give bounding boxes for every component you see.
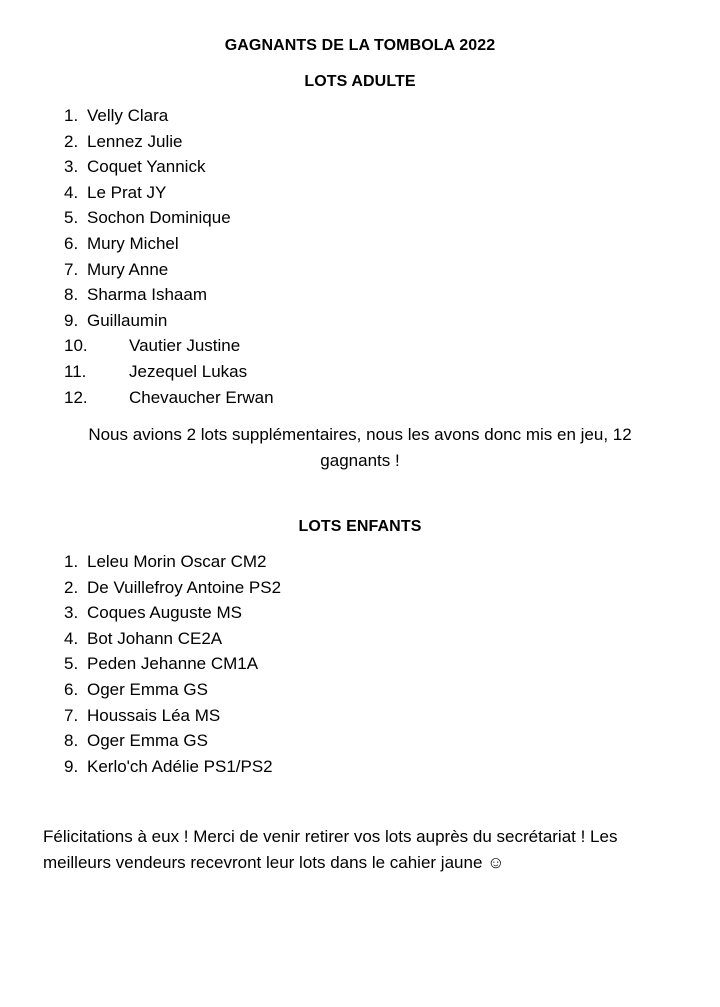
section-heading-adult: LOTS ADULTE (304, 73, 416, 90)
list-item (0, 677, 720, 703)
list-item (0, 626, 720, 652)
list-item (0, 129, 720, 155)
item-number: 9. (64, 756, 79, 776)
winner-name: Guillaumin (87, 310, 168, 330)
page-title: GAGNANTS DE LA TOMBOLA 2022 (224, 37, 496, 54)
winner-name: Kerlo'ch Adélie PS1/PS2 (87, 756, 273, 776)
list-item (0, 754, 720, 780)
list-item (0, 154, 720, 180)
winner-name: Mury Anne (87, 259, 169, 279)
kids-winners-list (0, 549, 720, 779)
list-item (0, 651, 720, 677)
list-item (0, 549, 720, 575)
list-item (0, 600, 720, 626)
list-item (0, 333, 720, 359)
list-item (0, 575, 720, 601)
list-item (0, 385, 720, 411)
item-number: 11. (64, 361, 87, 381)
winner-name: Bot Johann CE2A (87, 628, 223, 648)
winner-name: Leleu Morin Oscar CM2 (87, 552, 267, 571)
winner-name: Houssais Léa MS (87, 705, 221, 725)
winner-name: De Vuillefroy Antoine PS2 (87, 577, 282, 597)
item-number: 4. (64, 182, 79, 202)
winner-name: Oger Emma GS (87, 731, 208, 751)
winner-name: Coques Auguste MS (87, 603, 242, 623)
item-number: 4. (64, 628, 79, 648)
list-item (0, 703, 720, 729)
list-item (0, 257, 720, 283)
list-item (0, 180, 720, 206)
winner-name: Mury Michel (87, 233, 179, 253)
extra-prizes-note: Nous avions 2 lots supplémentaires, nous les avons donc mis en jeu, 12 gagnants ! (88, 425, 632, 470)
winner-name: Lennez Julie (87, 131, 183, 151)
item-number: 1. (64, 106, 79, 125)
item-number: 7. (64, 259, 79, 279)
congratulations-text: Félicitations à eux ! Merci de venir retirer vos lots auprès du secrétariat ! Les meilleurs vendeurs recevront leur lots dans le cahier jaune ☺ (43, 827, 618, 872)
item-number: 10. (64, 336, 88, 356)
item-number: 3. (64, 157, 79, 177)
list-item (0, 231, 720, 257)
winner-name: Sochon Dominique (87, 208, 231, 228)
list-item (0, 282, 720, 308)
winner-name: Le Prat JY (87, 182, 167, 202)
item-number: 6. (64, 233, 79, 253)
section-heading-kids: LOTS ENFANTS (298, 518, 422, 535)
item-number: 12. (64, 387, 88, 407)
list-item (0, 205, 720, 231)
winner-name: Sharma Ishaam (87, 285, 207, 305)
adult-winners-list (0, 103, 720, 410)
winner-name: Chevaucher Erwan (129, 387, 274, 407)
item-number: 1. (64, 552, 79, 571)
item-number: 9. (64, 310, 79, 330)
list-item (0, 359, 720, 385)
winner-name: Jezequel Lukas (129, 361, 248, 381)
winner-name: Coquet Yannick (87, 157, 206, 177)
winner-name: Vautier Justine (129, 336, 241, 356)
item-number: 6. (64, 679, 79, 699)
item-number: 8. (64, 731, 79, 751)
winner-name: Velly Clara (87, 106, 169, 125)
item-number: 2. (64, 577, 79, 597)
item-number: 3. (64, 603, 79, 623)
list-item (0, 308, 720, 334)
item-number: 5. (64, 208, 79, 228)
item-number: 7. (64, 705, 79, 725)
list-item (0, 728, 720, 754)
winner-name: Peden Jehanne CM1A (87, 654, 259, 674)
item-number: 5. (64, 654, 79, 674)
item-number: 8. (64, 285, 79, 305)
list-item (0, 103, 720, 129)
item-number: 2. (64, 131, 79, 151)
winner-name: Oger Emma GS (87, 679, 208, 699)
